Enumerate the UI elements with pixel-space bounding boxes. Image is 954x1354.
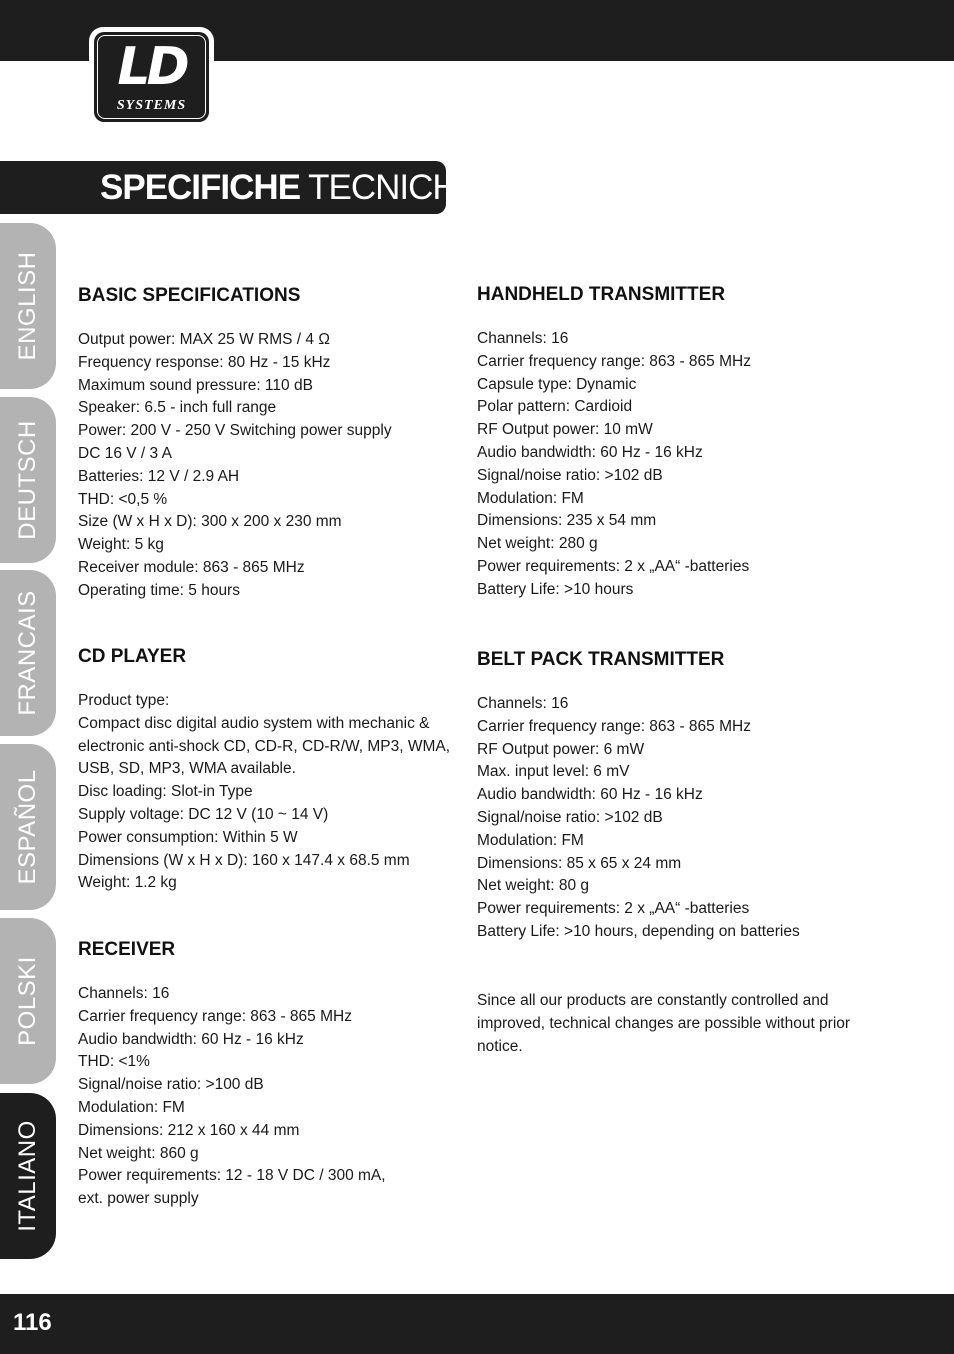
- spec-line: Battery Life: >10 hours: [477, 580, 634, 598]
- logo-ld-text: LD: [117, 37, 186, 97]
- spec-line: Polar pattern: Cardioid: [477, 398, 633, 416]
- spec-line: Frequency response: 80 Hz - 15 kHz: [78, 353, 331, 371]
- page-title-light: TECNICHE:: [308, 168, 488, 207]
- spec-line: Modulation: FM: [78, 1098, 185, 1116]
- page-number: 116: [13, 1309, 52, 1336]
- spec-line: Power requirements: 2 x „AA“ -batteries: [477, 557, 750, 575]
- spec-line: Net weight: 860 g: [78, 1144, 199, 1162]
- spec-line: Signal/noise ratio: >102 dB: [477, 808, 663, 826]
- tab-label: DEUTSCH: [14, 420, 41, 540]
- spec-list: [477, 693, 800, 944]
- basic-specifications-section: [78, 284, 392, 603]
- spec-line: Output power: MAX 25 W RMS / 4 Ω: [78, 331, 330, 348]
- page-title: [100, 164, 488, 212]
- spec-list: [78, 690, 450, 895]
- spec-line: Maximum sound pressure: 110 dB: [78, 376, 313, 394]
- spec-line: USB, SD, MP3, WMA available.: [78, 760, 296, 778]
- spec-line: DC 16 V / 3 A: [78, 444, 172, 462]
- spec-line: Net weight: 80 g: [477, 877, 590, 895]
- spec-line: Carrier frequency range: 863 - 865 MHz: [477, 717, 751, 735]
- disclaimer-note: Since all our products are constantly controlled and improved, technical changes are possible without prior notice.: [477, 992, 851, 1055]
- section-heading: RECEIVER: [78, 939, 176, 960]
- spec-line: RF Output power: 6 mW: [477, 740, 645, 758]
- tab-english[interactable]: [0, 223, 56, 389]
- spec-line: Receiver module: 863 - 865 MHz: [78, 558, 305, 576]
- spec-line: Channels: 16: [78, 985, 170, 1002]
- spec-line: Signal/noise ratio: >102 dB: [477, 466, 663, 484]
- spec-line: Max. input level: 6 mV: [477, 763, 630, 781]
- tab-label: ITALIANO: [14, 1120, 41, 1232]
- spec-line: Channels: 16: [477, 330, 569, 347]
- handheld-transmitter-section: [477, 283, 751, 602]
- spec-line: THD: <1%: [78, 1053, 150, 1071]
- section-heading: CD PLAYER: [78, 646, 187, 667]
- tab-label: FRANCAIS: [14, 590, 41, 716]
- tab-deutsch[interactable]: [0, 397, 56, 563]
- section-heading: HANDHELD TRANSMITTER: [477, 284, 726, 305]
- section-heading: BASIC SPECIFICATIONS: [78, 285, 301, 306]
- spec-line: Weight: 1.2 kg: [78, 874, 177, 892]
- bottom-bar: [0, 1294, 954, 1354]
- tab-espanol[interactable]: [0, 744, 56, 910]
- spec-line: Compact disc digital audio system with mechanic &: [78, 714, 430, 732]
- receiver-section: [78, 938, 386, 1211]
- spec-list: [477, 328, 751, 602]
- spec-line: Size (W x H x D): 300 x 200 x 230 mm: [78, 513, 342, 531]
- spec-line: Product type:: [78, 692, 170, 709]
- spec-line: Dimensions (W x H x D): 160 x 147.4 x 68.5 mm: [78, 851, 410, 869]
- page-title-bold: SPECIFICHE: [100, 168, 301, 207]
- tab-label: ESPAÑOL: [14, 769, 41, 885]
- tab-label: POLSKI: [14, 956, 41, 1046]
- spec-line: Carrier frequency range: 863 - 865 MHz: [477, 352, 751, 370]
- spec-line: Power: 200 V - 250 V Switching power supply: [78, 422, 392, 440]
- spec-line: RF Output power: 10 mW: [477, 421, 653, 439]
- cd-player-section: [78, 645, 450, 895]
- spec-line: Dimensions: 212 x 160 x 44 mm: [78, 1121, 300, 1139]
- tab-francais[interactable]: [0, 570, 56, 736]
- spec-line: Audio bandwidth: 60 Hz - 16 kHz: [78, 1030, 304, 1048]
- spec-line: Net weight: 280 g: [477, 535, 598, 553]
- spec-line: Carrier frequency range: 863 - 865 MHz: [78, 1007, 352, 1025]
- spec-line: Modulation: FM: [477, 831, 584, 849]
- spec-line: Audio bandwidth: 60 Hz - 16 kHz: [477, 443, 703, 461]
- spec-line: Speaker: 6.5 - inch full range: [78, 399, 277, 417]
- tab-polski[interactable]: [0, 918, 56, 1084]
- spec-line: Operating time: 5 hours: [78, 581, 240, 599]
- spec-line: ext. power supply: [78, 1190, 199, 1208]
- section-heading: BELT PACK TRANSMITTER: [477, 649, 725, 670]
- spec-line: Supply voltage: DC 12 V (10 ~ 14 V): [78, 805, 329, 823]
- spec-list: [78, 983, 386, 1211]
- spec-line: Power requirements: 2 x „AA“ -batteries: [477, 900, 750, 918]
- spec-line: Batteries: 12 V / 2.9 AH: [78, 467, 240, 485]
- ld-systems-logo: [89, 27, 214, 127]
- spec-line: Power requirements: 12 - 18 V DC / 300 mA,: [78, 1167, 386, 1185]
- spec-line: Signal/noise ratio: >100 dB: [78, 1076, 264, 1094]
- spec-line: Disc loading: Slot-in Type: [78, 783, 253, 801]
- logo-systems-text: SYSTEMS: [116, 98, 187, 113]
- spec-line: Weight: 5 kg: [78, 536, 164, 554]
- tab-label: ENGLISH: [14, 251, 41, 361]
- spec-line: THD: <0,5 %: [78, 490, 168, 508]
- spec-line: Battery Life: >10 hours, depending on batteries: [477, 922, 800, 940]
- tab-italiano[interactable]: [0, 1093, 56, 1259]
- spec-line: Modulation: FM: [477, 489, 584, 507]
- belt-pack-transmitter-section: [477, 648, 800, 944]
- spec-line: Power consumption: Within 5 W: [78, 828, 298, 846]
- spec-line: Dimensions: 235 x 54 mm: [477, 512, 657, 530]
- spec-line: Capsule type: Dynamic: [477, 375, 637, 393]
- spec-line: Dimensions: 85 x 65 x 24 mm: [477, 854, 682, 872]
- spec-list: [78, 329, 392, 603]
- spec-line: Audio bandwidth: 60 Hz - 16 kHz: [477, 786, 703, 804]
- spec-line: Channels: 16: [477, 695, 569, 712]
- spec-line: electronic anti-shock CD, CD-R, CD-R/W, MP3, WMA,: [78, 737, 451, 755]
